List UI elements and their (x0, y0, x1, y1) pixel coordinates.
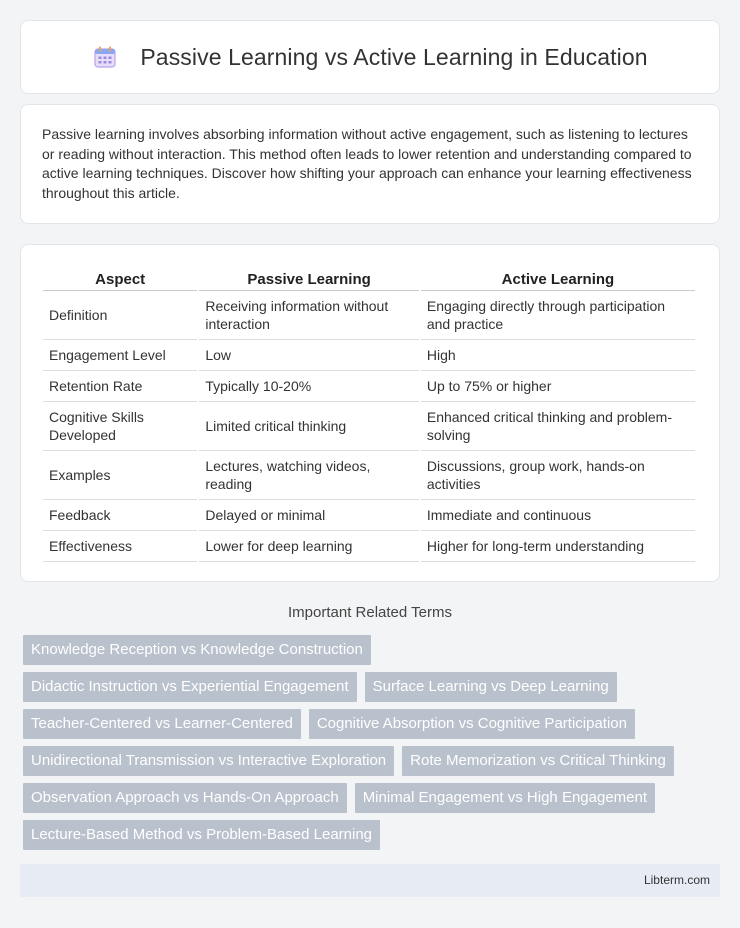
table-cell: Up to 75% or higher (421, 371, 695, 402)
related-terms-title: Important Related Terms (288, 604, 452, 621)
table-cell: Feedback (43, 500, 197, 531)
header-card (20, 20, 720, 94)
column-header: Active Learning (421, 265, 695, 291)
table-cell: Limited critical thinking (199, 402, 419, 451)
term-chip[interactable]: Minimal Engagement vs High Engagement (355, 783, 655, 813)
term-chip[interactable]: Observation Approach vs Hands-On Approach (23, 783, 347, 813)
term-chip[interactable]: Unidirectional Transmission vs Interactive Exploration (23, 746, 394, 776)
calendar-icon (92, 44, 118, 70)
table-cell: Typically 10-20% (199, 371, 419, 402)
table-cell: Examples (43, 451, 197, 500)
term-chip[interactable]: Teacher-Centered vs Learner-Centered (23, 709, 301, 739)
table-cell: Discussions, group work, hands-on activities (421, 451, 695, 500)
term-chip[interactable]: Rote Memorization vs Critical Thinking (402, 746, 674, 776)
table-cell: Lower for deep learning (199, 531, 419, 562)
table-cell: Delayed or minimal (199, 500, 419, 531)
table-row (43, 371, 695, 402)
footer (20, 864, 720, 897)
footer-site-link[interactable]: Libterm.com (643, 873, 710, 887)
table-row (43, 291, 695, 340)
table-cell: Receiving information without interaction (199, 291, 419, 340)
table-cell: Lectures, watching videos, reading (199, 451, 419, 500)
table-row (43, 451, 695, 500)
table-cell: Engaging directly through participation and practice (421, 291, 695, 340)
term-chip[interactable]: Didactic Instruction vs Experiential Engagement (23, 672, 357, 702)
table-header-row (43, 265, 695, 291)
table-cell: High (421, 340, 695, 371)
page-title: Passive Learning vs Active Learning in Education (140, 43, 648, 70)
comparison-table (41, 265, 697, 562)
table-cell: Higher for long-term understanding (421, 531, 695, 562)
term-chip[interactable]: Knowledge Reception vs Knowledge Construction (23, 635, 371, 665)
table-row (43, 340, 695, 371)
table-row (43, 500, 695, 531)
intro-card (20, 104, 720, 224)
table-cell: Low (199, 340, 419, 371)
term-chip[interactable]: Lecture-Based Method vs Problem-Based Learning (23, 820, 380, 850)
table-cell: Immediate and continuous (421, 500, 695, 531)
table-cell: Engagement Level (43, 340, 197, 371)
column-header: Passive Learning (199, 265, 419, 291)
table-cell: Enhanced critical thinking and problem-solving (421, 402, 695, 451)
table-cell: Cognitive Skills Developed (43, 402, 197, 451)
comparison-table-card (20, 244, 720, 582)
intro-text: Passive learning involves absorbing information without active engagement, such as listening to lectures or reading without interaction. This method often leads to lower retention and understanding compared to active learning techniques. Discover how shifting your approach can enhance your learning effectiveness throughout this article. (42, 126, 692, 201)
term-chip[interactable]: Cognitive Absorption vs Cognitive Participation (309, 709, 635, 739)
table-row (43, 531, 695, 562)
related-terms-list (23, 635, 723, 857)
table-row (43, 402, 695, 451)
table-cell: Definition (43, 291, 197, 340)
table-cell: Retention Rate (43, 371, 197, 402)
column-header: Aspect (43, 265, 197, 291)
table-cell: Effectiveness (43, 531, 197, 562)
term-chip[interactable]: Surface Learning vs Deep Learning (365, 672, 617, 702)
